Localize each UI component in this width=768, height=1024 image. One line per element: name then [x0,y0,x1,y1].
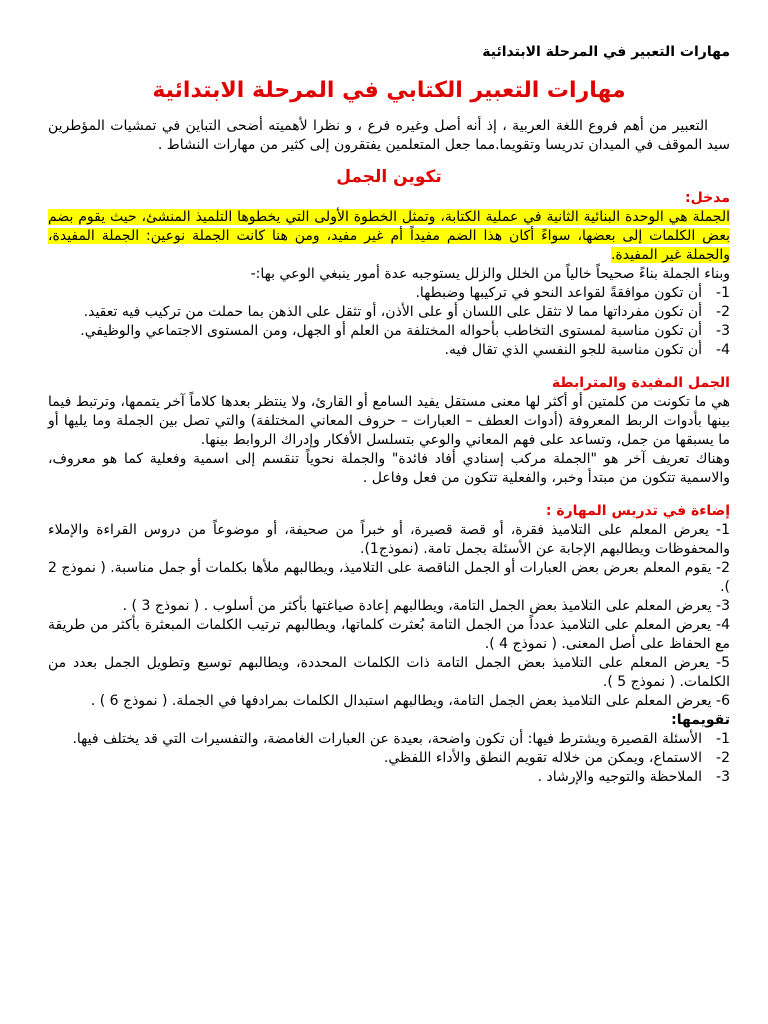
list-item-text: أن تكون مفرداتها مما لا تثقل على اللسان أو على الأذن، أو تثقل على الذهن بما حملت من تركيب فيه تعقيد. [83,304,702,320]
highlight-text: الجملة هي الوحدة البنائية الثانية في عملية الكتابة، وتمثل الخطوة الأولى التي يخطوها التلميذ المنشئ، حيث يقوم بضم بعض الكلمات إلى بعضها، سواءً أكان هذا الضم مفيداً أم غير مفيد، ومن هنا كانت الجملة نوعين: الجملة المفيدة، والجملة غير المفيدة. [48,209,730,263]
list-item-text: أن تكون موافقةً لقواعد النحو في تركيبها وضبطها. [415,285,702,301]
list-item-number: 2- [716,304,730,320]
list-item-number: 2- [716,750,730,766]
list-item-text: أن تكون مناسبة للجو النفسي الذي تقال فيه. [444,342,702,358]
intro-paragraph: التعبير من أهم فروع اللغة العربية ، إذ أنه أصل وغيره فرع ، و نظرا لأهميته أضحى التباين في تمشيات المؤطرين سيد الموقف في الميدان تدريسا وتقويما.مما جعل المتعلمين يفتقرون إلى كثير من مهارات النشاط . [48,118,730,153]
list-item-text: الأسئلة القصيرة ويشترط فيها: أن تكون واضحة، بعيدة عن العبارات الغامضة، والتفسيرات التي قد يختلف فيها. [72,731,702,747]
list-item-number: 1- [716,285,730,301]
list-item-text: أن تكون مناسبة لمستوى التخاطب بأحواله المختلفة من العلم أو الجهل، ومن المستوى الاجتماعي والوظيفي. [80,323,702,339]
list-item [48,749,730,768]
teaching-tip: 3- يعرض المعلم على التلاميذ بعض الجمل التامة، ويطالبهم إعادة صياغتها بأكثر من أسلوب . ( نموذج 3 ) . [122,598,730,614]
list-item [48,284,730,303]
list-item [48,341,730,360]
list-item-number: 3- [716,323,730,339]
section-title-sentence-formation: تكوين الجمل [336,167,442,187]
list-item [48,768,730,787]
list-item-text: الاستماع، ويمكن من خلاله تقويم النطق والأداء اللفظي. [383,750,702,766]
list-item-number: 1- [716,731,730,747]
list-item [48,322,730,341]
section-title-useful-sentences: الجمل المفيدة والمترابطة [551,375,730,391]
evaluation-list [48,730,730,787]
list-item [48,303,730,322]
section-title-evaluation: تقويمها: [671,712,730,728]
section-title-teaching-tips: إضاءة في تدريس المهارة : [545,503,730,519]
requirements-list [48,284,730,360]
highlighted-definition [48,208,730,265]
page-title: مهارات التعبير الكتابي في المرحلة الابتدائية [152,78,626,103]
requirements-lead: وبناء الجملة بناءً صحيحاً خالياً من الخلل والزلل يستوجبه عدة أمور ينبغي الوعي بها:- [250,266,730,282]
document-header: مهارات التعبير في المرحلة الابتدائية [482,44,730,60]
definition-paragraph: وهناك تعريف آخر هو "الجملة مركب إسنادي أفاد فائدة" والجملة نحوياً تنقسم إلى اسمية وفعلية كما هو معروف، والاسمية تتكون من مبتدأ وخبر، والفعلية تتكون من فعل وفاعل . [48,451,730,486]
list-item-text: الملاحظة والتوجيه والإرشاد . [537,769,702,785]
entry-label: مدخل: [685,190,730,206]
teaching-tip: 1- يعرض المعلم على التلاميذ فقرة، أو قصة قصيرة، أو خبراً من صحيفة، أو موضوعاً من دروس القراءة والإملاء والمحفوظات ويطالبهم الإجابة عن الأسئلة بجمل تامة. (نموذج1). [48,522,730,557]
teaching-tip: 2- يقوم المعلم بعرض بعض العبارات أو الجمل الناقصة على التلاميذ، ويطالبهم ملأها بكلمات أو جمل مناسبة. ( نموذج 2 ). [48,560,730,595]
list-item-number: 3- [716,769,730,785]
teaching-tip: 5- يعرض المعلم على التلاميذ بعض الجمل التامة ذات الكلمات المحددة، ويطالبهم توسيع وتطويل الجمل بعدد من الكلمات. ( نموذج 5 ). [48,655,730,690]
teaching-tip: 4- يعرض المعلم على التلاميذ عدداً من الجمل التامة بُعثرت كلماتها، ويطالبهم ترتيب الكلمات المبعثرة بأكثر من طريقة مع الحفاظ على أصل المعنى. ( نموذج 4 ). [48,617,730,652]
useful-sentences-paragraph: هي ما تكونت من كلمتين أو أكثر لها معنى مستقل يفيد السامع أو القارئ، ولا ينتظر بعدها كلاماً آخر يتممها، وترتبط فيما بينها بأدوات الربط المعروفة (أدوات العطف – العبارات – حروف المعاني المختلفة) والتي تصل بين الجملة وما يليها أو ما يسبقها من جمل، وتساعد على فهم المعاني والوعي بتسلسل الأفكار وإدراك الروابط بينها. [48,394,730,448]
list-item-number: 4- [716,342,730,358]
list-item [48,730,730,749]
teaching-tip: 6- يعرض المعلم على التلاميذ بعض الجمل التامة، ويطالبهم استبدال الكلمات بمرادفها في الجملة. ( نموذج 6 ) . [90,693,730,709]
